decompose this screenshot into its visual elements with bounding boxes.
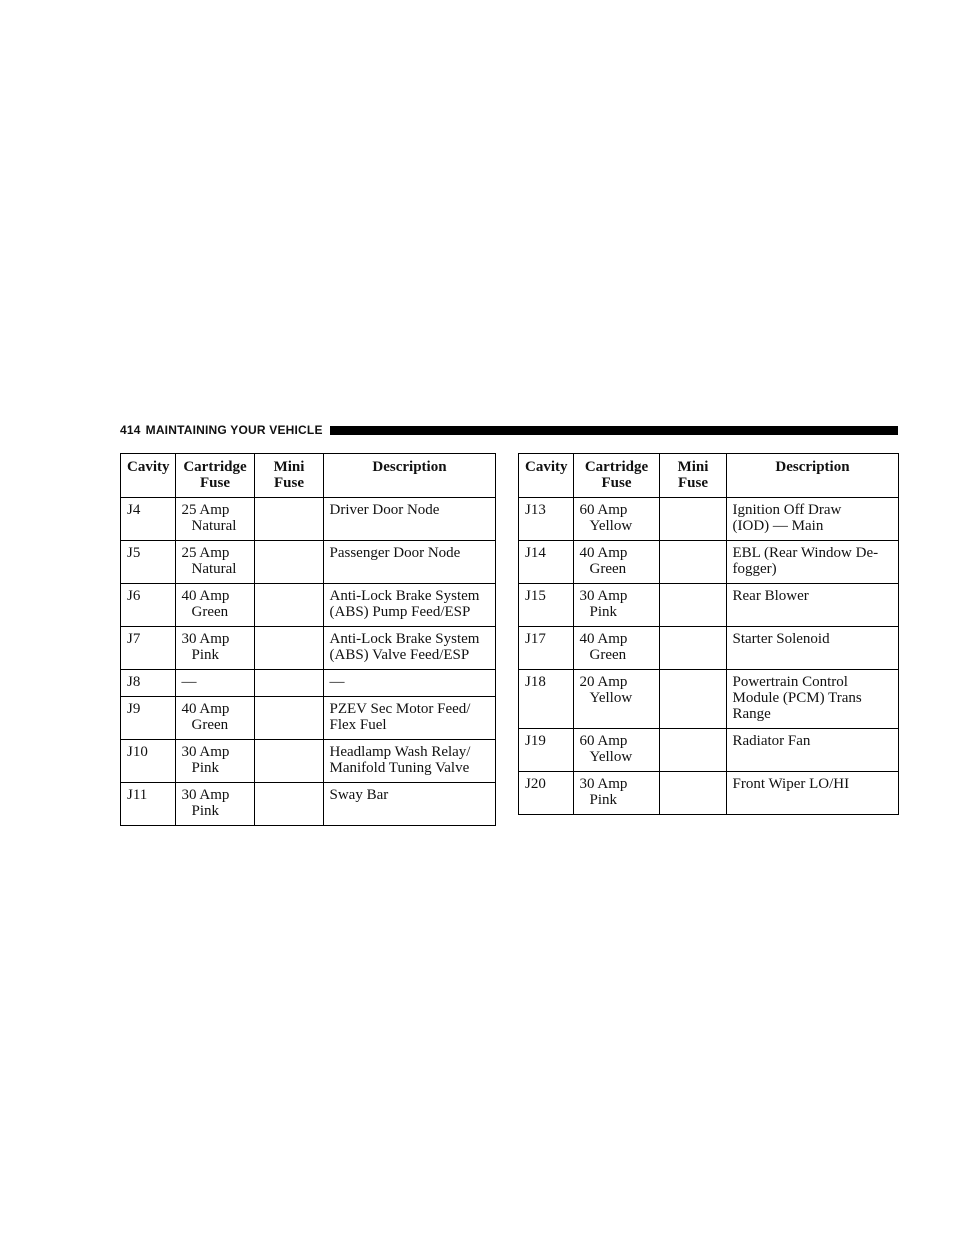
- table-row: [519, 670, 899, 729]
- table-row: [519, 584, 899, 627]
- cartridge-color: Green: [191, 717, 229, 733]
- cavity-cell: J8: [121, 670, 176, 697]
- cavity-cell: J6: [121, 584, 176, 627]
- cartridge-color: Pink: [589, 604, 618, 620]
- cavity-cell: J18: [519, 670, 574, 729]
- cartridge-color: Yellow: [589, 749, 633, 765]
- mini-fuse-cell: [254, 740, 323, 783]
- table-row: [121, 670, 496, 697]
- cartridge-amp: 30 Amp: [579, 588, 628, 604]
- cartridge-color: Green: [589, 647, 627, 663]
- description-cell: PZEV Sec Motor Feed/ Flex Fuel: [323, 697, 495, 740]
- mini-fuse-cell: [254, 498, 323, 541]
- fuse-table-left: [120, 453, 496, 826]
- table-row: [121, 541, 496, 584]
- table-header-row: [121, 454, 496, 498]
- table-row: [121, 740, 496, 783]
- cartridge-color: Green: [191, 604, 229, 620]
- cartridge-fuse-cell: [573, 627, 659, 670]
- cartridge-amp: 30 Amp: [579, 776, 628, 792]
- description-cell: Anti-Lock Brake System (ABS) Pump Feed/ESP: [323, 584, 495, 627]
- cartridge-amp: 60 Amp: [579, 502, 628, 518]
- col-header-cavity: Cavity: [121, 454, 176, 498]
- mini-fuse-cell: [254, 627, 323, 670]
- cartridge-fuse-cell: [175, 783, 254, 826]
- description-cell: Rear Blower: [726, 584, 898, 627]
- cavity-cell: J9: [121, 697, 176, 740]
- cavity-cell: J19: [519, 729, 574, 772]
- fuse-table-right: [518, 453, 899, 815]
- table-row: [121, 627, 496, 670]
- cartridge-fuse-cell: [573, 729, 659, 772]
- col-header-description: Description: [726, 454, 898, 498]
- col-header-cartridge-fuse: Cartridge Fuse: [175, 454, 254, 498]
- cartridge-amp: 30 Amp: [181, 631, 230, 647]
- table-row: [519, 772, 899, 815]
- cartridge-fuse-cell: [573, 498, 659, 541]
- cartridge-fuse-cell: [175, 541, 254, 584]
- cavity-cell: J13: [519, 498, 574, 541]
- cartridge-amp: 25 Amp: [181, 502, 230, 518]
- table-row: [519, 541, 899, 584]
- cavity-cell: J15: [519, 584, 574, 627]
- col-header-mini-fuse: Mini Fuse: [659, 454, 726, 498]
- col-header-description: Description: [323, 454, 495, 498]
- page-number: 414: [120, 423, 141, 437]
- col-header-cavity: Cavity: [519, 454, 574, 498]
- cartridge-fuse-cell: [573, 541, 659, 584]
- cavity-cell: J4: [121, 498, 176, 541]
- cartridge-amp: 40 Amp: [579, 631, 628, 647]
- cartridge-color: Pink: [191, 760, 220, 776]
- mini-fuse-cell: [659, 627, 726, 670]
- cavity-cell: J7: [121, 627, 176, 670]
- cartridge-fuse-cell: [175, 498, 254, 541]
- mini-fuse-cell: [659, 729, 726, 772]
- cartridge-fuse-cell: [175, 584, 254, 627]
- cartridge-color: Pink: [191, 647, 220, 663]
- mini-fuse-cell: [659, 772, 726, 815]
- mini-fuse-cell: [254, 697, 323, 740]
- table-row: [121, 498, 496, 541]
- cartridge-fuse-cell: [573, 670, 659, 729]
- cartridge-fuse-cell: [573, 584, 659, 627]
- col-header-mini-fuse: Mini Fuse: [254, 454, 323, 498]
- cartridge-color: Green: [589, 561, 627, 577]
- page-header: [120, 422, 898, 438]
- cartridge-amp: 60 Amp: [579, 733, 628, 749]
- description-cell: Sway Bar: [323, 783, 495, 826]
- cartridge-fuse-cell: [175, 627, 254, 670]
- cartridge-amp: 30 Amp: [181, 787, 230, 803]
- mini-fuse-cell: [659, 670, 726, 729]
- cartridge-color: Pink: [589, 792, 618, 808]
- cartridge-color: Natural: [191, 518, 237, 534]
- cartridge-fuse-cell: [175, 697, 254, 740]
- section-title: MAINTAINING YOUR VEHICLE: [145, 423, 323, 437]
- cartridge-amp: 20 Amp: [579, 674, 628, 690]
- cartridge-color: Natural: [191, 561, 237, 577]
- cartridge-color: Pink: [191, 803, 220, 819]
- cartridge-amp: —: [181, 674, 197, 690]
- cavity-cell: J5: [121, 541, 176, 584]
- cavity-cell: J10: [121, 740, 176, 783]
- description-cell: Anti-Lock Brake System (ABS) Valve Feed/ESP: [323, 627, 495, 670]
- cartridge-color: Yellow: [589, 690, 633, 706]
- mini-fuse-cell: [254, 783, 323, 826]
- cartridge-amp: 40 Amp: [579, 545, 628, 561]
- cartridge-color: Yellow: [589, 518, 633, 534]
- table-row: [519, 498, 899, 541]
- description-cell: —: [323, 670, 495, 697]
- cartridge-amp: 25 Amp: [181, 545, 230, 561]
- cavity-cell: J20: [519, 772, 574, 815]
- mini-fuse-cell: [254, 670, 323, 697]
- mini-fuse-cell: [659, 541, 726, 584]
- cartridge-fuse-cell: [175, 670, 254, 697]
- header-rule: [330, 426, 898, 435]
- cavity-cell: J17: [519, 627, 574, 670]
- table-row: [121, 584, 496, 627]
- description-cell: Driver Door Node: [323, 498, 495, 541]
- cartridge-amp: 40 Amp: [181, 588, 230, 604]
- cavity-cell: J14: [519, 541, 574, 584]
- description-cell: Radiator Fan: [726, 729, 898, 772]
- description-cell: EBL (Rear Window De- fogger): [726, 541, 898, 584]
- mini-fuse-cell: [254, 541, 323, 584]
- description-cell: Powertrain Control Module (PCM) Trans Range: [726, 670, 898, 729]
- table-row: [121, 697, 496, 740]
- mini-fuse-cell: [254, 584, 323, 627]
- description-cell: Ignition Off Draw (IOD) — Main: [726, 498, 898, 541]
- cartridge-amp: 30 Amp: [181, 744, 230, 760]
- table-header-row: [519, 454, 899, 498]
- cartridge-fuse-cell: [573, 772, 659, 815]
- table-row: [519, 729, 899, 772]
- cavity-cell: J11: [121, 783, 176, 826]
- mini-fuse-cell: [659, 498, 726, 541]
- description-cell: Passenger Door Node: [323, 541, 495, 584]
- cartridge-amp: 40 Amp: [181, 701, 230, 717]
- cartridge-fuse-cell: [175, 740, 254, 783]
- description-cell: Starter Solenoid: [726, 627, 898, 670]
- description-cell: Front Wiper LO/HI: [726, 772, 898, 815]
- mini-fuse-cell: [659, 584, 726, 627]
- table-row: [121, 783, 496, 826]
- col-header-cartridge-fuse: Cartridge Fuse: [573, 454, 659, 498]
- table-row: [519, 627, 899, 670]
- description-cell: Headlamp Wash Relay/ Manifold Tuning Valve: [323, 740, 495, 783]
